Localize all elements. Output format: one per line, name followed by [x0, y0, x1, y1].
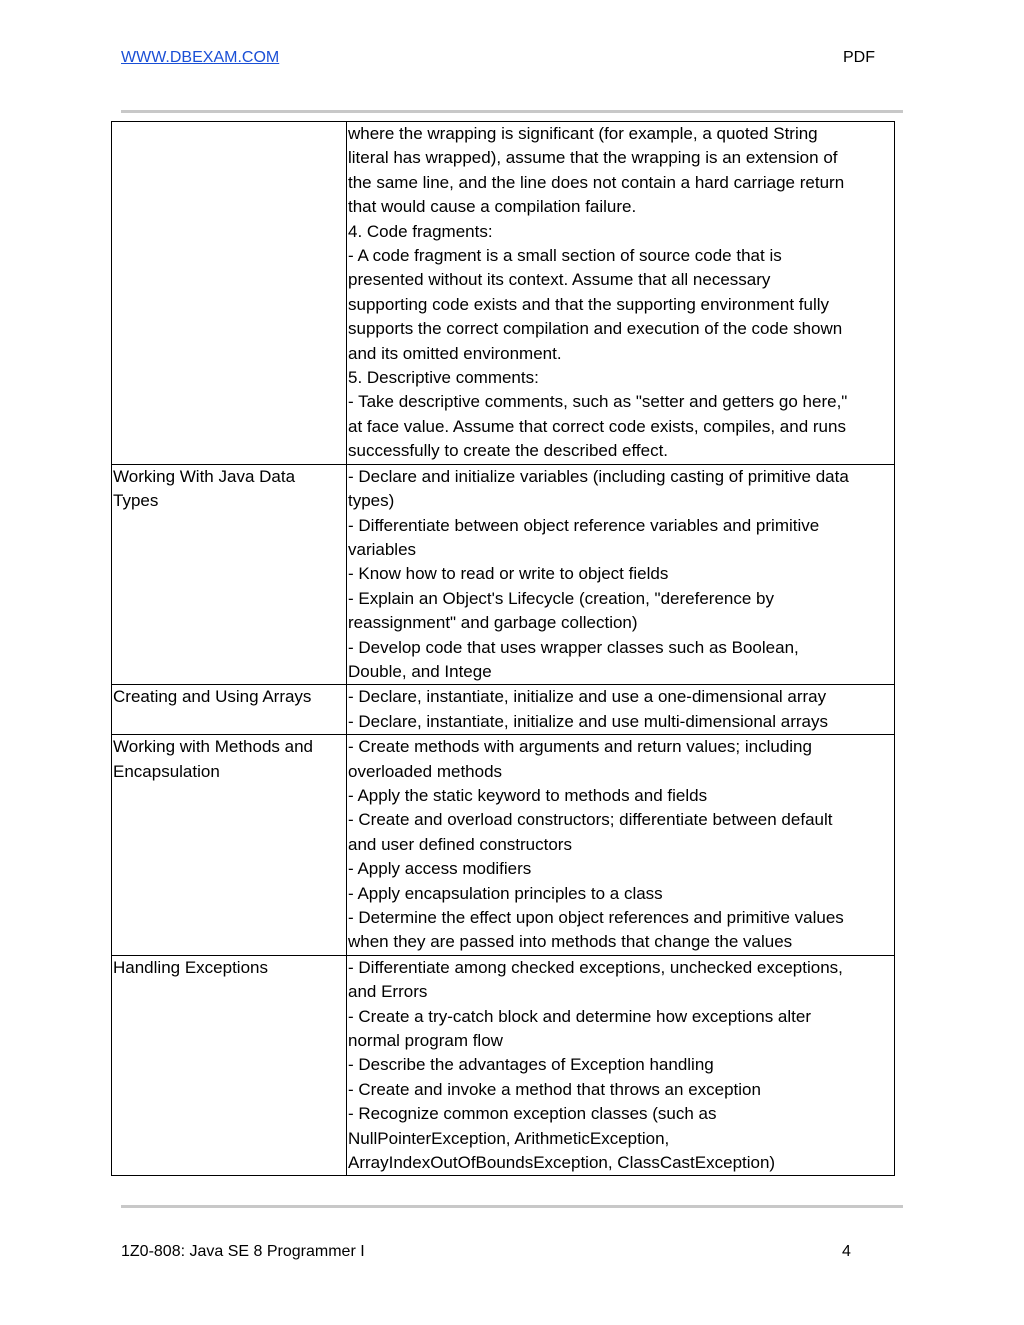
objective-line: - Create methods with arguments and return values; including [348, 737, 812, 757]
objective-line: - Apply encapsulation principles to a class [348, 883, 663, 903]
objectives-cell [347, 735, 895, 956]
objective-line: supports the correct compilation and execution of the code shown [348, 319, 843, 339]
objective-line: literal has wrapped), assume that the wrapping is an extension of [348, 148, 838, 168]
objective-line: - Apply access modifiers [348, 859, 532, 879]
objective-line: - Create a try-catch block and determine how exceptions alter [348, 1006, 812, 1026]
topic-cell [112, 122, 347, 465]
topic-line: Working with Methods and [113, 737, 314, 757]
format-label: PDF [843, 49, 875, 66]
objective-line: - Declare and initialize variables (including casting of primitive data [348, 466, 849, 486]
objective-line: - Apply the static keyword to methods and fields [348, 785, 708, 805]
objective-line: the same line, and the line does not contain a hard carriage return [348, 172, 845, 192]
objective-line: variables [348, 539, 417, 559]
footer-divider [121, 1205, 903, 1208]
topic-cell [112, 735, 347, 956]
objective-line: - Describe the advantages of Exception handling [348, 1055, 714, 1075]
topic-cell [112, 685, 347, 735]
objective-line: - Declare, instantiate, initialize and use multi-dimensional arrays [348, 711, 828, 731]
exam-title: 1Z0-808: Java SE 8 Programmer I [121, 1243, 365, 1260]
objectives-cell [347, 122, 895, 465]
topic-line: Handling Exceptions [113, 957, 268, 977]
objective-line: and Errors [348, 982, 428, 1002]
topic-cell [112, 955, 347, 1176]
objective-line: - A code fragment is a small section of source code that is [348, 246, 782, 266]
topic-line [113, 122, 345, 146]
objective-line: - Create and invoke a method that throws an exception [348, 1079, 761, 1099]
topic-line: Creating and Using Arrays [113, 687, 312, 707]
objective-line: successfully to create the described effect. [348, 441, 669, 461]
objective-line: - Know how to read or write to object fields [348, 564, 669, 584]
objective-line: reassignment" and garbage collection) [348, 613, 638, 633]
table-row [112, 955, 895, 1176]
objective-line: 5. Descriptive comments: [348, 368, 539, 388]
objective-line: ArrayIndexOutOfBoundsException, ClassCastException) [348, 1153, 776, 1173]
topic-line: Encapsulation [113, 761, 220, 781]
objective-line: and user defined constructors [348, 834, 572, 854]
exam-topics-table-body [112, 122, 895, 1176]
objective-line: - Explain an Object's Lifecycle (creation, "dereference by [348, 588, 774, 608]
objective-line: that would cause a compilation failure. [348, 197, 637, 217]
objective-line: at face value. Assume that correct code exists, compiles, and runs [348, 416, 846, 436]
page-number: 4 [842, 1243, 851, 1260]
objective-line: - Develop code that uses wrapper classes such as Boolean, [348, 637, 799, 657]
objective-line: where the wrapping is significant (for example, a quoted String [348, 124, 818, 143]
table-row [112, 464, 895, 685]
objective-line: - Create and overload constructors; differentiate between default [348, 810, 833, 830]
topic-line: Working With Java Data [113, 466, 296, 486]
table-row [112, 685, 895, 735]
objective-line: Double, and Intege [348, 661, 492, 681]
objective-line: - Differentiate among checked exceptions, unchecked exceptions, [348, 957, 843, 977]
objectives-cell [347, 464, 895, 685]
objective-line: - Recognize common exception classes (such as [348, 1104, 717, 1124]
exam-topics-table [111, 121, 895, 1176]
objective-line: - Differentiate between object reference variables and primitive [348, 515, 820, 535]
objective-line: presented without its context. Assume that all necessary [348, 270, 771, 290]
objective-line: supporting code exists and that the supporting environment fully [348, 294, 830, 314]
objective-line: - Declare, instantiate, initialize and use a one-dimensional array [348, 687, 827, 707]
table-row [112, 735, 895, 956]
objective-line: overloaded methods [348, 761, 503, 781]
objective-line: normal program flow [348, 1031, 503, 1051]
objective-line: 4. Code fragments: [348, 221, 493, 241]
objective-line: types) [348, 491, 395, 511]
objective-line: NullPointerException, ArithmeticException, [348, 1128, 670, 1148]
objective-line: when they are passed into methods that change the values [348, 932, 793, 952]
header-divider [121, 110, 903, 113]
objective-line: - Determine the effect upon object references and primitive values [348, 908, 844, 927]
site-link[interactable]: WWW.DBEXAM.COM [121, 49, 280, 66]
table-row [112, 122, 895, 465]
objective-line: and its omitted environment. [348, 343, 562, 363]
objectives-cell [347, 955, 895, 1176]
topic-line: Types [113, 491, 159, 511]
topic-cell [112, 464, 347, 685]
objective-line: - Take descriptive comments, such as "setter and getters go here," [348, 392, 848, 412]
objectives-cell [347, 685, 895, 735]
